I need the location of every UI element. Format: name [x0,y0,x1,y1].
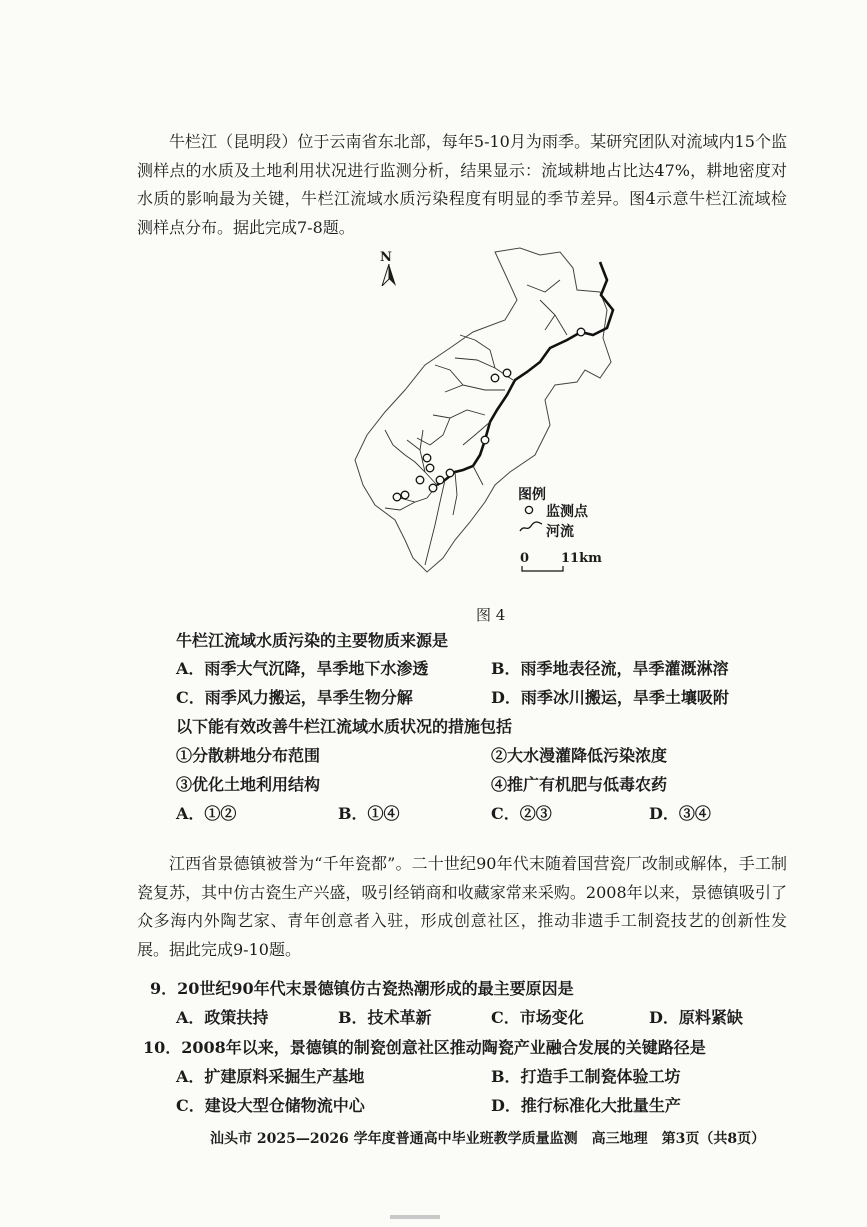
legend-river-icon [518,520,544,534]
q9-option-c: C．市场变化 [491,1008,584,1027]
monitoring-point [429,484,437,492]
monitoring-point [503,369,511,377]
q9-stem: 9．20世纪90年代末景德镇仿古瓷热潮形成的最主要原因是 [150,979,574,998]
q10-option-c: C．建设大型仓储物流中心 [176,1096,365,1115]
q8-statement-3: ③优化土地利用结构 [176,775,321,794]
q8-statement-4: ④推广有机肥与低毒农药 [491,775,668,794]
q8-option-d: D．③④ [649,804,711,823]
q8-statement-2: ②大水漫灌降低污染浓度 [491,746,668,765]
monitoring-points [393,328,585,501]
scale-zero: 0 [520,551,530,566]
q8-option-b: B．①④ [338,804,400,823]
watershed-map [345,240,615,580]
legend-title: 图例 [518,487,546,503]
q10-stem: 10．2008年以来，景德镇的制瓷创意社区推动陶瓷产业融合发展的关键路径是 [143,1038,706,1057]
intro-paragraph-9-10: 江西省景德镇被誉为“千年瓷都”。二十世纪90年代末随着国营瓷厂改制或解体，手工制瓷复苏，其中仿古瓷生产兴盛，吸引经销商和收藏家常来采购。2008年以来，景德镇吸引了众多海内外陶艺家、青年创意者入驻，形成创意社区，推动非遗手工制瓷技艺的创新性发展。据此完成9-10题。 [137,854,787,959]
q7-option-b: B．雨季地表径流，旱季灌溉淋溶 [491,659,729,678]
legend-point-label: 监测点 [546,504,588,520]
monitoring-point [491,374,499,382]
monitoring-point [401,491,409,499]
q10-option-b: B．打造手工制瓷体验工坊 [491,1067,681,1086]
monitoring-point [436,476,444,484]
q9-option-b: B．技术革新 [338,1008,432,1027]
monitoring-point [423,454,431,462]
q8-statement-1: ①分散耕地分布范围 [176,746,321,765]
q8-option-c: C．②③ [491,804,552,823]
q10-option-a: A．扩建原料采掘生产基地 [176,1067,365,1086]
monitoring-point [446,469,454,477]
figure-caption: 图 4 [476,606,506,624]
legend-river-label: 河流 [546,524,574,540]
monitoring-point [577,328,585,336]
legend-point-icon [524,505,534,515]
monitoring-point [393,493,401,501]
q7-stem: 牛栏江流域水质污染的主要物质来源是 [176,631,449,650]
monitoring-point [481,436,489,444]
scale-label: 11km [561,551,602,566]
north-label: N [380,250,392,265]
intro-paragraph-7-8: 牛栏江（昆明段）位于云南省东北部，每年5-10月为雨季。某研究团队对流域内15个监测样点的水质及土地利用状况进行监测分析，结果显示：流域耕地占比达47%，耕地密度对水质的影响最为关键，牛栏江流域水质污染程度有明显的季节差异。图4示意牛栏江流域检测样点分布。据此完成7-8题。 [137,132,787,237]
q9-option-a: A．政策扶持 [176,1008,269,1027]
scale-bar [521,566,565,572]
monitoring-point [426,464,434,472]
scan-edge-mark [390,1215,440,1219]
q7-option-a: A．雨季大气沉降，旱季地下水渗透 [176,659,429,678]
q9-option-d: D．原料紧缺 [649,1008,743,1027]
page-footer: 汕头市 2025—2026 学年度普通高中毕业班教学质量监测 高三地理 第3页（共8页） [210,1131,766,1147]
q7-option-c: C．雨季风力搬运，旱季生物分解 [176,688,413,707]
q7-option-d: D．雨季冰川搬运，旱季土壤吸附 [491,688,729,707]
main-river [437,262,613,485]
q10-option-d: D．推行标准化大批量生产 [491,1096,681,1115]
q8-stem: 以下能有效改善牛栏江流域水质状况的措施包括 [176,717,513,736]
q8-option-a: A．①② [176,804,237,823]
monitoring-point [416,476,424,484]
